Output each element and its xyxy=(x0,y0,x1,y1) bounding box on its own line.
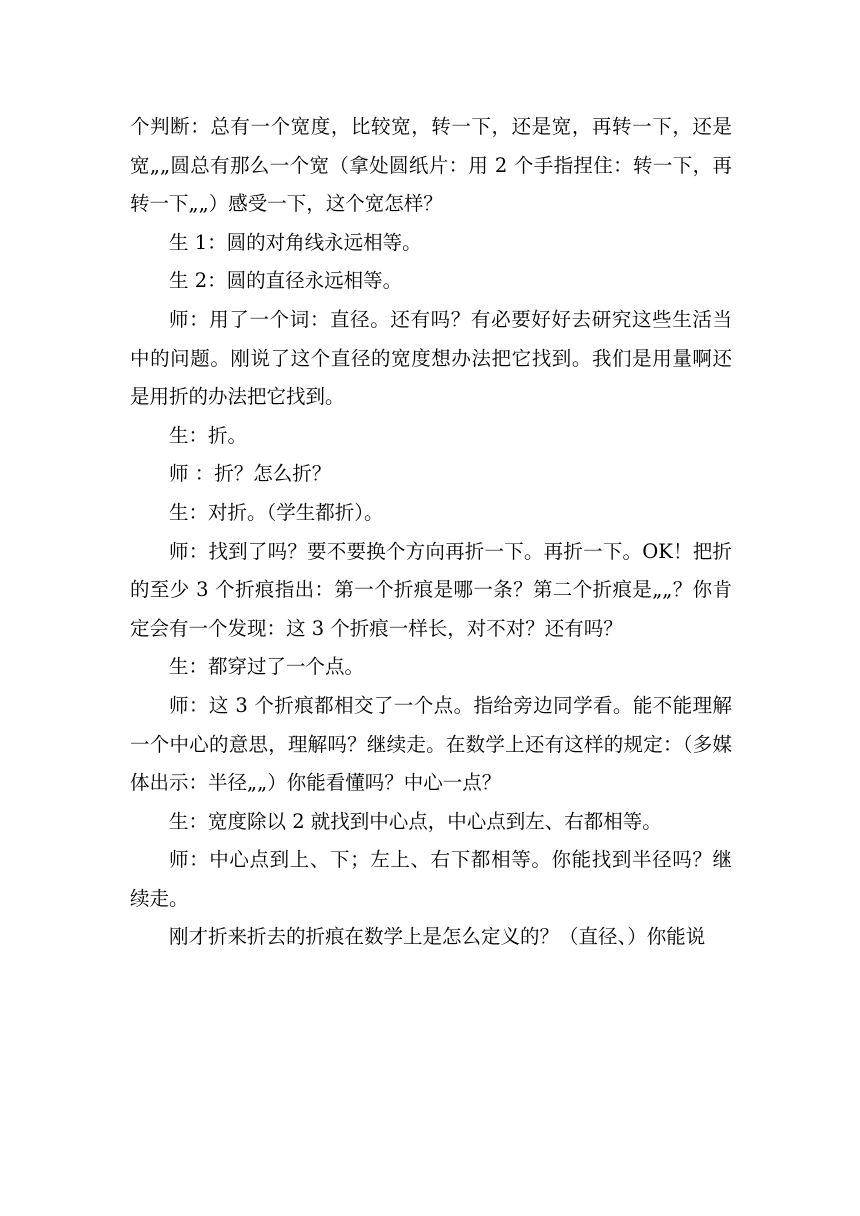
paragraph-2: 生 1：圆的对角线永远相等。 xyxy=(169,230,422,254)
paragraph-8: 师：找到了吗？要不要换个方向再折一下。再折一下。OK！把折的至少 3 个折痕指出：第一个折痕是哪一条？第二个折痕是„„？你肯定会有一个发现：这 3 个折痕一样长，对不对？还有吗？ xyxy=(130,539,732,640)
paragraph-11: 生：宽度除以 2 就找到中心点，中心点到左、右都相等。 xyxy=(169,809,662,833)
paragraph-3: 生 2：圆的直径永远相等。 xyxy=(169,269,403,293)
document-page xyxy=(130,108,732,957)
paragraph-5: 生：折。 xyxy=(169,423,248,447)
paragraph-12: 师：中心点到上、下；左上、右下都相等。你能找到半径吗？继续走。 xyxy=(130,848,732,910)
paragraph-7: 生：对折。（学生都折）。 xyxy=(169,500,384,524)
paragraph-13: 刚才折来折去的折痕在数学上是怎么定义的？（直径、）你能说 xyxy=(169,925,706,949)
paragraph-6: 师 ：折？怎么折？ xyxy=(169,462,332,486)
paragraph-4: 师：用了一个词：直径。还有吗？有必要好好去研究这些生活当中的问题。刚说了这个直径的宽度想办法把它找到。我们是用量啊还是用折的办法把它找到。 xyxy=(130,307,732,409)
paragraph-9: 生：都穿过了一个点。 xyxy=(169,655,365,679)
paragraph-10: 师：这 3 个折痕都相交了一个点。指给旁边同学看。能不能理解一个中心的意思，理解吗？继续走。在数学上还有这样的规定：（多媒体出示：半径„„）你能看懂吗？中心一点？ xyxy=(130,693,732,795)
paragraph-1: 个判断：总有一个宽度，比较宽，转一下，还是宽，再转一下，还是宽„„圆总有那么一个宽（拿处圆纸片：用 2 个手指捏住：转一下，再转一下„„）感受一下，这个宽怎样？ xyxy=(130,115,732,216)
